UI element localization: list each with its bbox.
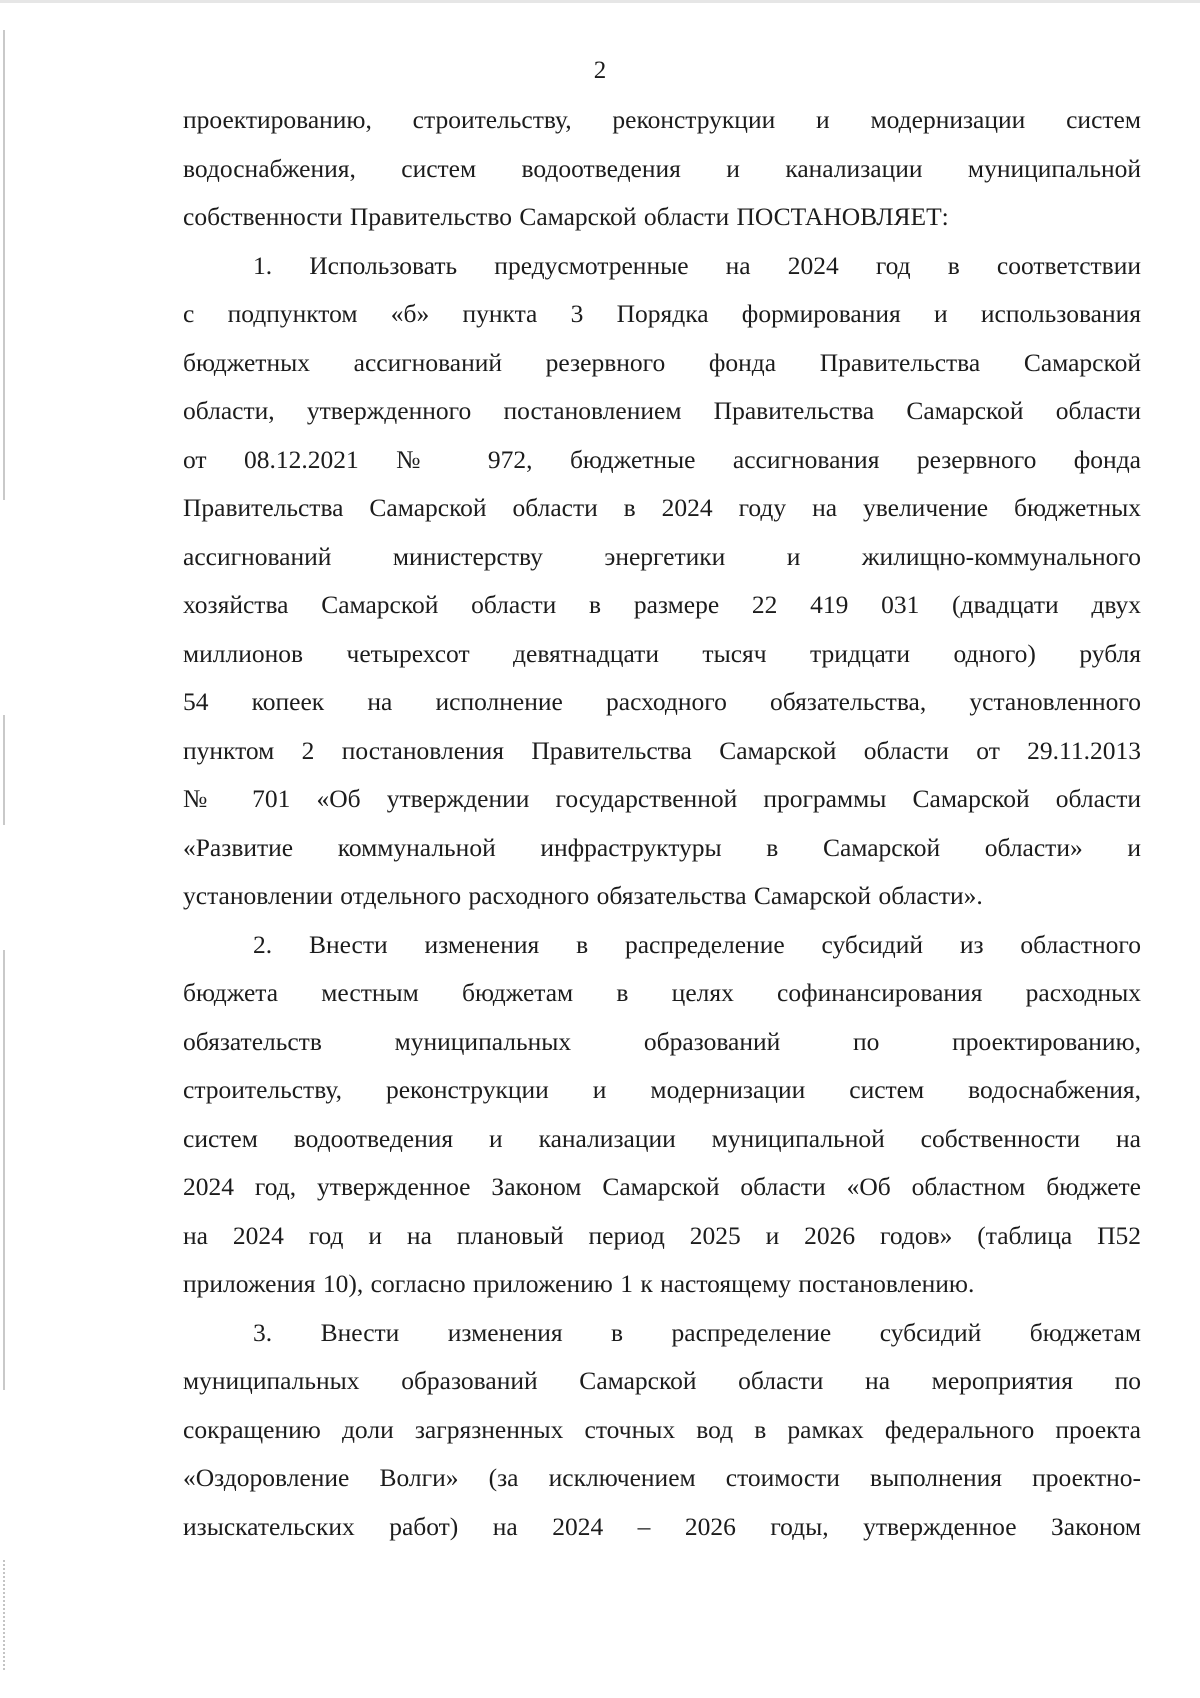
text-line: обязательств муниципальных образований по проектированию, (183, 1026, 1141, 1056)
text-line: водоснабжения, систем водоотведения и канализации муниципальной (183, 153, 1141, 183)
text-line: строительству, реконструкции и модернизации систем водоснабжения, (183, 1075, 1141, 1104)
text-line: муниципальных образований Самарской области на мероприятия по (183, 1366, 1141, 1395)
paragraph-2-start: 2. Внести изменения в распределение субсидий из областного (253, 929, 1141, 959)
paragraph-1-start: 1. Использовать предусмотренные на 2024 год в соответствии (253, 250, 1141, 280)
scan-edge-mark (3, 30, 5, 500)
paragraph-3-start: 3. Внести изменения в распределение субсидий бюджетам (253, 1317, 1141, 1347)
text-line: с подпунктом «б» пункта 3 Порядка формирования и использования (183, 299, 1141, 328)
scan-edge-mark (3, 1560, 5, 1670)
text-line: «Развитие коммунальной инфраструктуры в Самарской области» и (183, 832, 1141, 862)
text-line: Правительства Самарской области в 2024 году на увеличение бюджетных (183, 493, 1141, 522)
text-line: хозяйства Самарской области в размере 22 419 031 (двадцати двух (183, 590, 1141, 619)
text-line: «Оздоровление Волги» (за исключением стоимости выполнения проектно- (183, 1463, 1141, 1492)
text-line: пунктом 2 постановления Правительства Самарской области от 29.11.2013 (183, 735, 1141, 765)
scan-edge-mark (3, 715, 5, 825)
text-line: 2024 год, утвержденное Законом Самарской области «Об областном бюджете (183, 1172, 1141, 1201)
text-line: установлении отдельного расходного обязательства Самарской области». (183, 881, 983, 910)
scan-top-edge (0, 0, 1200, 3)
text-line: ассигнований министерству энергетики и жилищно-коммунального (183, 541, 1141, 571)
text-line: миллионов четырехсот девятнадцати тысяч тридцати одного) рубля (183, 638, 1141, 668)
text-line: приложения 10), согласно приложению 1 к настоящему постановлению. (183, 1269, 975, 1298)
text-line: бюджетных ассигнований резервного фонда Правительства Самарской (183, 347, 1141, 377)
text-line: бюджета местным бюджетам в целях софинансирования расходных (183, 978, 1141, 1007)
text-line: систем водоотведения и канализации муниципальной собственности на (183, 1123, 1141, 1153)
text-line: № 701 «Об утверждении государственной программы Самарской области (183, 784, 1141, 813)
text-line: на 2024 год и на плановый период 2025 и 2026 годов» (таблица П52 (183, 1220, 1141, 1250)
scan-edge-mark (3, 950, 5, 1390)
text-line: изыскательских работ) на 2024 – 2026 годы, утвержденное Законом (183, 1511, 1141, 1541)
text-line: от 08.12.2021 № 972, бюджетные ассигнования резервного фонда (183, 444, 1141, 474)
page-number: 2 (593, 57, 607, 84)
text-line: собственности Правительство Самарской области ПОСТАНОВЛЯЕТ: (183, 202, 949, 231)
text-line: области, утвержденного постановлением Правительства Самарской области (183, 396, 1141, 425)
text-line: 54 копеек на исполнение расходного обязательства, установленного (183, 687, 1141, 716)
text-line: проектированию, строительству, реконструкции и модернизации систем (183, 105, 1141, 134)
document-body (183, 96, 1141, 1551)
text-line: сокращению доли загрязненных сточных вод в рамках федерального проекта (183, 1414, 1141, 1444)
